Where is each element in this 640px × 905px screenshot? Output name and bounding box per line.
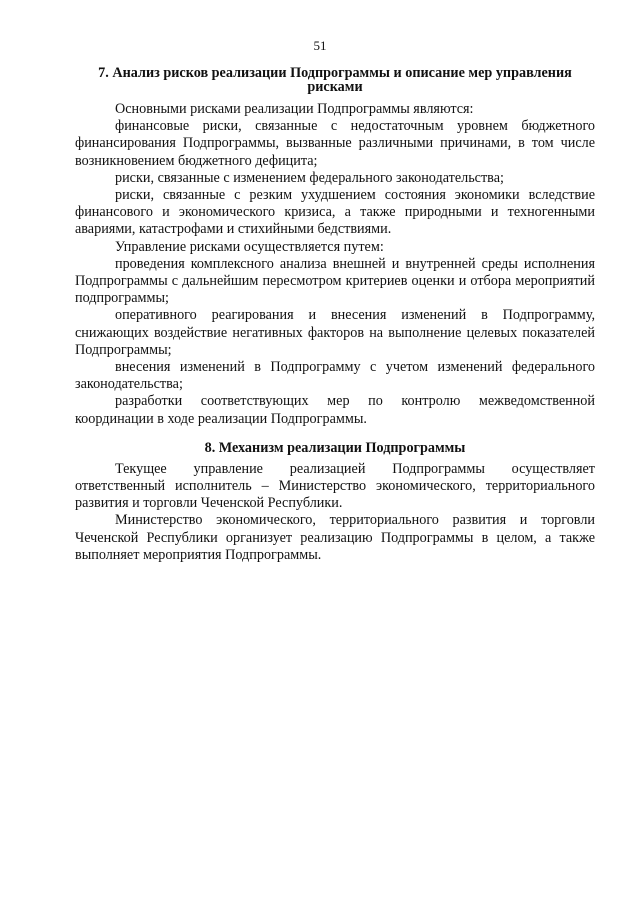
paragraph: Текущее управление реализацией Подпрограммы осуществляет ответственный исполнитель – Министерство экономического, территориального развития и торговли Чеченской Республики.	[75, 460, 595, 512]
paragraph: финансовые риски, связанные с недостаточным уровнем бюджетного финансирования Подпрограммы, вызванные различными причинами, в том числе возникновением бюджетного дефицита;	[75, 118, 595, 169]
paragraph: внесения изменений в Подпрограмму с учетом изменений федерального законодательства;	[75, 359, 595, 393]
paragraph: Министерство экономического, территориального развития и торговли Чеченской Республики организует реализацию Подпрограммы в целом, а также выполняет мероприятия Подпрограммы.	[75, 512, 595, 563]
paragraph: оперативного реагирования и внесения изменений в Подпрограмму, снижающих воздействие негативных факторов на выполнение целевых показателей Подпрограммы;	[75, 307, 595, 358]
paragraph: риски, связанные с резким ухудшением состояния экономики вследствие финансового и экономического кризиса, а также природными и техногенными авариями, катастрофами и стихийными бедствиями.	[75, 187, 595, 238]
paragraph: проведения комплексного анализа внешней и внутренней среды исполнения Подпрограммы с дальнейшим пересмотром критериев оценки и отбора мероприятий подпрограммы;	[75, 255, 595, 307]
page-content	[75, 66, 595, 564]
section-8-heading: 8. Механизм реализации Подпрограммы	[204, 439, 466, 456]
section-8-body	[75, 461, 595, 564]
section-7-heading: 7. Анализ рисков реализации Подпрограммы и описание мер управления рисками	[98, 65, 572, 95]
paragraph: разработки соответствующих мер по контролю межведомственной координации в ходе реализации Подпрограммы.	[75, 393, 595, 427]
paragraph: Основными рисками реализации Подпрограммы являются:	[115, 101, 474, 117]
section-7-body	[75, 101, 595, 428]
page-number: 51	[313, 38, 327, 53]
paragraph: Управление рисками осуществляется путем:	[115, 238, 384, 255]
paragraph: риски, связанные с изменением федерального законодательства;	[115, 169, 504, 186]
